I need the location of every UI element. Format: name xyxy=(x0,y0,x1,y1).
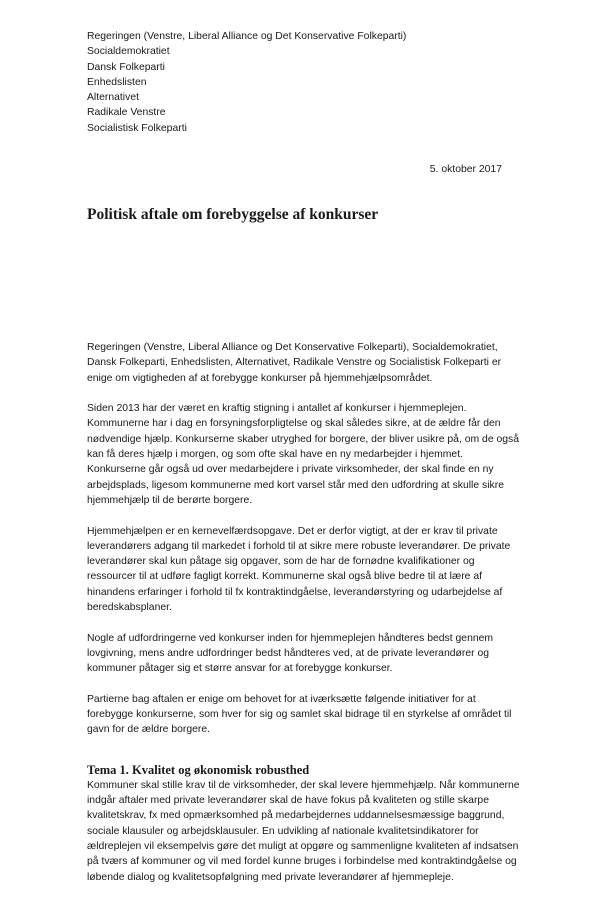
party-item: Regeringen (Venstre, Liberal Alliance og Det Konservative Folkeparti) xyxy=(87,31,407,42)
body-paragraph: Partierne bag aftalen er enige om behovet for at iværksætte følgende initiativer for at forebygge konkurserne, som hver for sig og samlet skal bidrage til en styrkelse af området til gavn for de ældre borgere. xyxy=(87,693,512,736)
body-paragraph: Nogle af udfordringerne ved konkurser inden for hjemmeplejen håndteres bedst gennem lovgivning, mens andre udfordringer bedst håndteres ved, at de private leverandører og kommuner påtager sig et større ansvar for at forebygge konkurser. xyxy=(87,632,494,675)
section-heading: Tema 1. Kvalitet og økonomisk robusthed xyxy=(87,762,310,777)
party-item: Enhedslisten xyxy=(87,76,147,88)
body-paragraph: Siden 2013 har der været en kraftig stigning i antallet af konkurser i hjemmeplejen. Kommunerne har i dag en forsyningsforpligtelse og skal således sikre, at de ældre får den nødvendige hjælp. Konkurserne skaber utryghed for borgere, der bliver usikre på, om de også kan få deres hjælp i morgen, og som ofte skal have en ny medarbejder i hjemmet. Konkurserne går også ud over medarbejdere i private virksomheder, der skal finde en ny arbejdsplads, ligesom kommunerne med kort varsel står med den udfordring at skulle sikre hjemmehjælp til de berørte borgere. xyxy=(87,403,520,506)
party-list xyxy=(87,29,406,136)
document-title: Politisk aftale om forebyggelse af konkurser xyxy=(87,206,379,223)
section-paragraph: Kommuner skal stille krav til de virksomheder, der skal levere hjemmehjælp. Når kommunerne indgår aftaler med private leverandører skal de have fokus på kvaliteten og stille skarpe kvalitetskrav, fx med opmærksomhed på medarbejdernes uddannelsesmæssige baggrund, sociale klausuler og arbejdsklausuler. En udvikling af nationale kvalitetsindikatorer for ældreplejen vil eksempelvis gøre det muligt at opgøre og sammenligne kvaliteten af indsatsen på tværs af kommuner og vil med fordel kunne bruges i forbindelse med kontraktindgåelse og løbende dialog og kvalitetsopfølgning med private leverandører af hjemmepleje. xyxy=(87,779,520,883)
party-item: Radikale Venstre xyxy=(87,107,166,119)
body-paragraph: Regeringen (Venstre, Liberal Alliance og Det Konservative Folkeparti), Socialdemokratiet, Dansk Folkeparti, Enhedslisten, Alternativet, Radikale Venstre og Socialistisk Folkeparti er enige om vigtigheden af at forebygge konkurser på hjemmehjælpsområdet. xyxy=(87,342,502,384)
party-item: Socialdemokratiet xyxy=(87,46,170,58)
body-paragraph: Hjemmehjælpen er en kernevelfærdsopgave. Det er derfor vigtigt, at der er krav til private leverandørers adgang til markedet i forhold til at sikre mere robuste leverandører. De private leverandører skal kun påtage sig opgaver, som de har de fornødne kvalifikationer og ressourcer til at udføre fagligt korrekt. Kommunerne skal også blive bedre til at lære af hinandens erfaringer i forhold til fx kontraktindgåelse, leverandørstyring og udarbejdelse af beredskabsplaner. xyxy=(87,525,511,614)
party-item: Dansk Folkeparti xyxy=(87,61,165,73)
document-body xyxy=(87,340,523,900)
document-date: 5. oktober 2017 xyxy=(429,164,502,175)
party-item: Alternativet xyxy=(87,92,139,104)
party-item: Socialistisk Folkeparti xyxy=(87,122,187,134)
